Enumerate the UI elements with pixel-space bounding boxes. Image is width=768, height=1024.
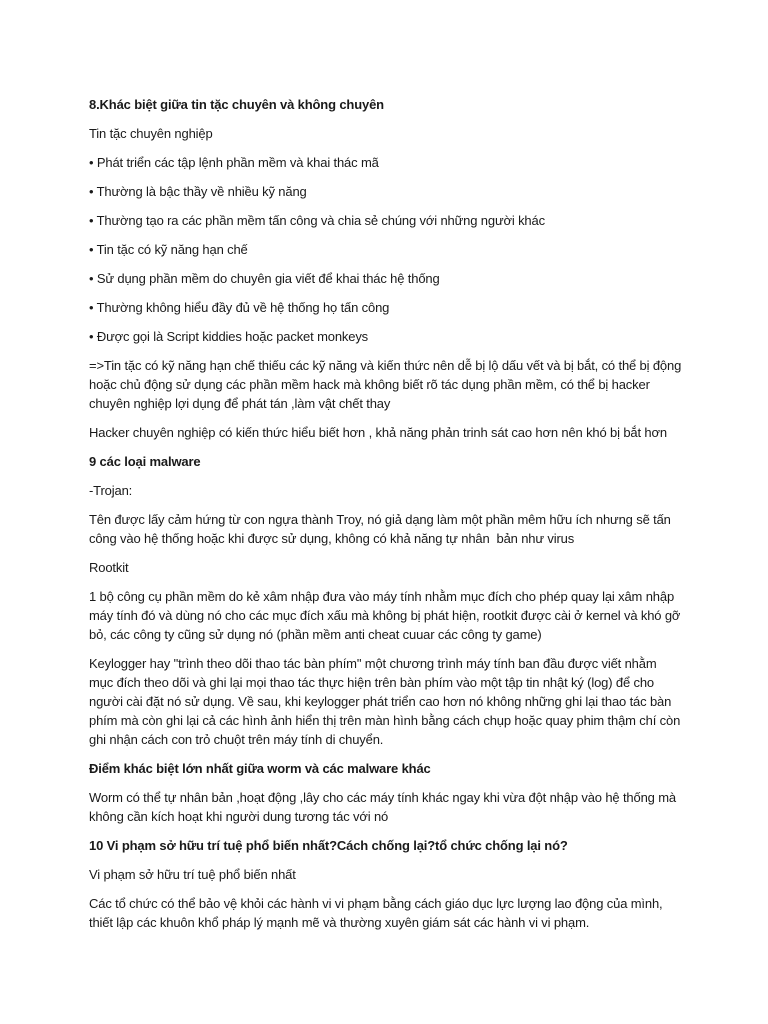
section-heading: 8.Khác biệt giữa tin tặc chuyên và không chuyên [89, 97, 384, 112]
paragraph: Tin tặc chuyên nghiệp [89, 126, 213, 141]
paragraph-line: máy tính đó và dùng nó cho các mục đích xấu mà không bị phát hiện, rootkit được cài ở kernel và khó gỡ [89, 608, 681, 623]
paragraph: • Phát triển các tập lệnh phần mềm và khai thác mã [89, 155, 379, 170]
paragraph: • Tin tặc có kỹ năng hạn chế [89, 242, 248, 257]
paragraph-line: 1 bộ công cụ phần mềm do kẻ xâm nhập đưa vào máy tính nhằm mục đích cho phép quay lại xâm nhập [89, 589, 675, 604]
paragraph-line: thiết lập các khuôn khổ pháp lý mạnh mẽ và thường xuyên giám sát các hành vi vi phạm. [89, 915, 590, 930]
paragraph [89, 654, 688, 749]
paragraph: Hacker chuyên nghiệp có kiến thức hiểu biết hơn , khả năng phản trinh sát cao hơn nên khó bị bắt hơn [89, 425, 667, 440]
paragraph-line: bỏ, các công ty cũng sử dụng nó (phần mềm anti cheat cuuar các công ty game) [89, 627, 542, 642]
paragraph [89, 894, 688, 932]
paragraph: Vi phạm sở hữu trí tuệ phổ biến nhất [89, 867, 296, 882]
paragraph-line: Worm có thể tự nhân bản ,hoạt động ,lây cho các máy tính khác ngay khi vừa đột nhập vào hệ thống mà [89, 790, 676, 805]
paragraph-line: hoặc chủ động sử dụng các phần mềm hack mà không biết rõ tác dụng phần mềm, có thể bị hacker [89, 377, 650, 392]
paragraph [89, 587, 688, 644]
paragraph: • Thường không hiểu đầy đủ về hệ thống họ tấn công [89, 300, 390, 315]
paragraph: • Thường tạo ra các phần mềm tấn công và chia sẻ chúng với những người khác [89, 213, 545, 228]
paragraph: • Được gọi là Script kiddies hoặc packet monkeys [89, 329, 369, 344]
paragraph-line: =>Tin tặc có kỹ năng hạn chế thiếu các kỹ năng và kiến thức nên dễ bị lộ dấu vết và bị bắt, có thể bị động [89, 358, 682, 373]
paragraph [89, 788, 688, 826]
paragraph-line: người cài đặt nó sử dụng. Về sau, khi keylogger phát triển cao hơn nó không những ghi lại thao tác bàn [89, 694, 672, 709]
paragraph [89, 356, 688, 413]
paragraph: -Trojan: [89, 483, 133, 498]
paragraph-line: ghi nhận cách con trỏ chuột trên máy tính di chuyển. [89, 732, 384, 747]
paragraph-line: phím mà còn ghi lại cả các hình ảnh hiển thị trên màn hình bằng cách chụp hoặc quay phim thậm chí còn [89, 713, 681, 728]
paragraph: • Thường là bậc thầy về nhiều kỹ năng [89, 184, 307, 199]
section-heading: Điểm khác biệt lớn nhất giữa worm và các malware khác [89, 761, 431, 776]
paragraph-line: Tên được lấy cảm hứng từ con ngựa thành Troy, nó giả dạng làm một phần mêm hữu ích nhưng sẽ tấn [89, 512, 671, 527]
paragraph: • Sử dụng phần mềm do chuyên gia viết để khai thác hệ thống [89, 271, 440, 286]
section-heading: 9 các loại malware [89, 454, 201, 469]
paragraph-line: mục đích theo dõi và ghi lại mọi thao tác thực hiện trên bàn phím vào một tập tin nhật ký (log) để cho [89, 675, 655, 690]
section-heading: 10 Vi phạm sở hữu trí tuệ phổ biến nhất?Cách chống lại?tổ chức chống lại nó? [89, 838, 568, 853]
paragraph-line: không cần kích hoạt khi người dung tương tác với nó [89, 809, 389, 824]
paragraph-line: chuyên nghiệp lợi dụng để phát tán ,làm vật chết thay [89, 396, 391, 411]
paragraph-line: Các tổ chức có thể bảo vệ khỏi các hành vi vi phạm bằng cách giáo dục lực lượng lao động của mình, [89, 896, 663, 911]
paragraph-line: công vào hệ thống hoặc khi được sử dụng, không có khả năng tự nhân bản như virus [89, 531, 575, 546]
paragraph-line: Keylogger hay "trình theo dõi thao tác bàn phím" một chương trình máy tính ban đầu được viết nhằm [89, 656, 657, 671]
paragraph [89, 510, 688, 548]
paragraph: Rootkit [89, 560, 129, 575]
